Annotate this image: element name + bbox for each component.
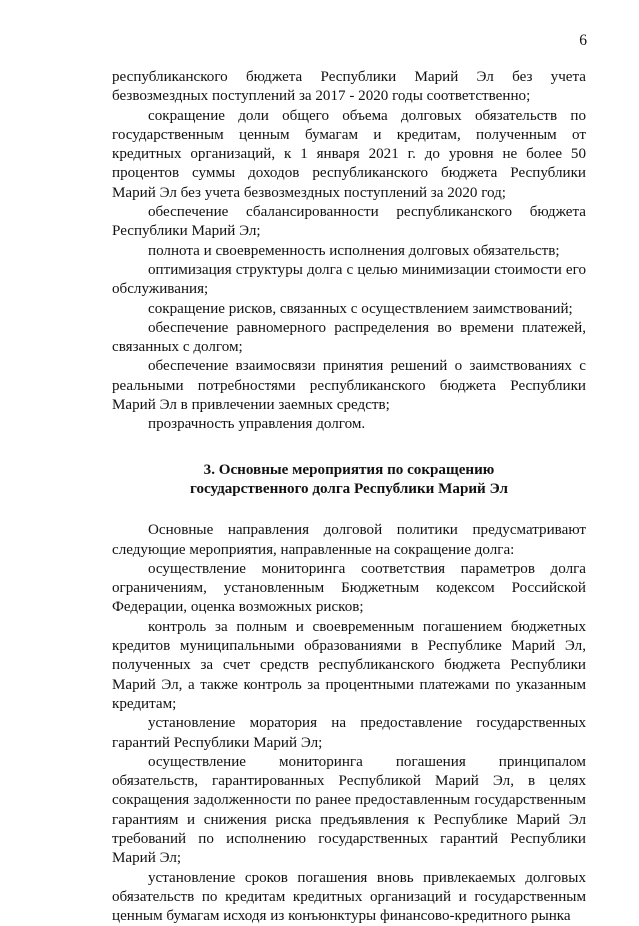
paragraph: установление сроков погашения вновь привлекаемых долговых обязательств по кредитам кредитных организаций и государственным ценным бумагам исходя из конъюнктуры финансово-кредитного рынка xyxy=(112,869,586,925)
paragraph: оптимизация структуры долга с целью минимизации стоимости его обслуживания; xyxy=(112,261,586,298)
paragraph: сокращение рисков, связанных с осуществлением заимствований; xyxy=(148,300,573,317)
paragraph: прозрачность управления долгом. xyxy=(148,416,366,433)
paragraph: осуществление мониторинга погашения принципалом обязательств, гарантированных Республикой Марий Эл, в целях сокращения задолженности по ранее предоставленным государственным гарантиям и снижения риска предъявления к Республике Марий Эл требований по исполнению государственных гарантий Республики Марий Эл; xyxy=(112,753,586,867)
paragraph: Основные направления долговой политики предусматривают следующие мероприятия, направленные на сокращение долга: xyxy=(112,522,586,558)
section-heading xyxy=(112,461,586,500)
page-number: 6 xyxy=(579,32,587,49)
paragraph: обеспечение равномерного распределения во времени платежей, связанных с долгом; xyxy=(112,319,586,356)
paragraph: установление моратория на предоставление государственных гарантий Республики Марий Эл; xyxy=(112,715,586,751)
paragraph: республиканского бюджета Республики Марий Эл без учета безвозмездных поступлений за 2017 - 2020 годы соответственно; xyxy=(112,69,586,105)
paragraph: осуществление мониторинга соответствия параметров долга ограничениям, установленным Бюджетным кодексом Российской Федерации, оценка возможных рисков; xyxy=(112,560,586,616)
paragraph: контроль за полным и своевременным погашением бюджетных кредитов муниципальными образованиями в Республике Марий Эл, полученных за счет средств республиканского бюджета Республики Марий Эл, а также контроль за процентными платежами по указанным кредитам; xyxy=(112,618,586,712)
paragraph: обеспечение сбалансированности республиканского бюджета Республики Марий Эл; xyxy=(112,204,586,240)
paragraph: обеспечение взаимосвязи принятия решений о заимствованиях с реальными потребностями республиканского бюджета Республики Марий Эл в привлечении заемных средств; xyxy=(112,358,586,414)
section-heading-line: государственного долга Республики Марий Эл xyxy=(189,480,509,497)
document-body xyxy=(112,68,586,926)
section-heading-line: 3. Основные мероприятия по сокращению xyxy=(203,461,495,478)
paragraph: полнота и своевременность исполнения долговых обязательств; xyxy=(148,242,560,259)
paragraph: сокращение доли общего объема долговых обязательств по государственным ценным бумагам и кредитам, полученным от кредитных организаций, к 1 января 2021 г. до уровня не более 50 процентов суммы доходов республиканского бюджета Республики Марий Эл без учета безвозмездных поступлений за 2020 год; xyxy=(112,107,586,201)
